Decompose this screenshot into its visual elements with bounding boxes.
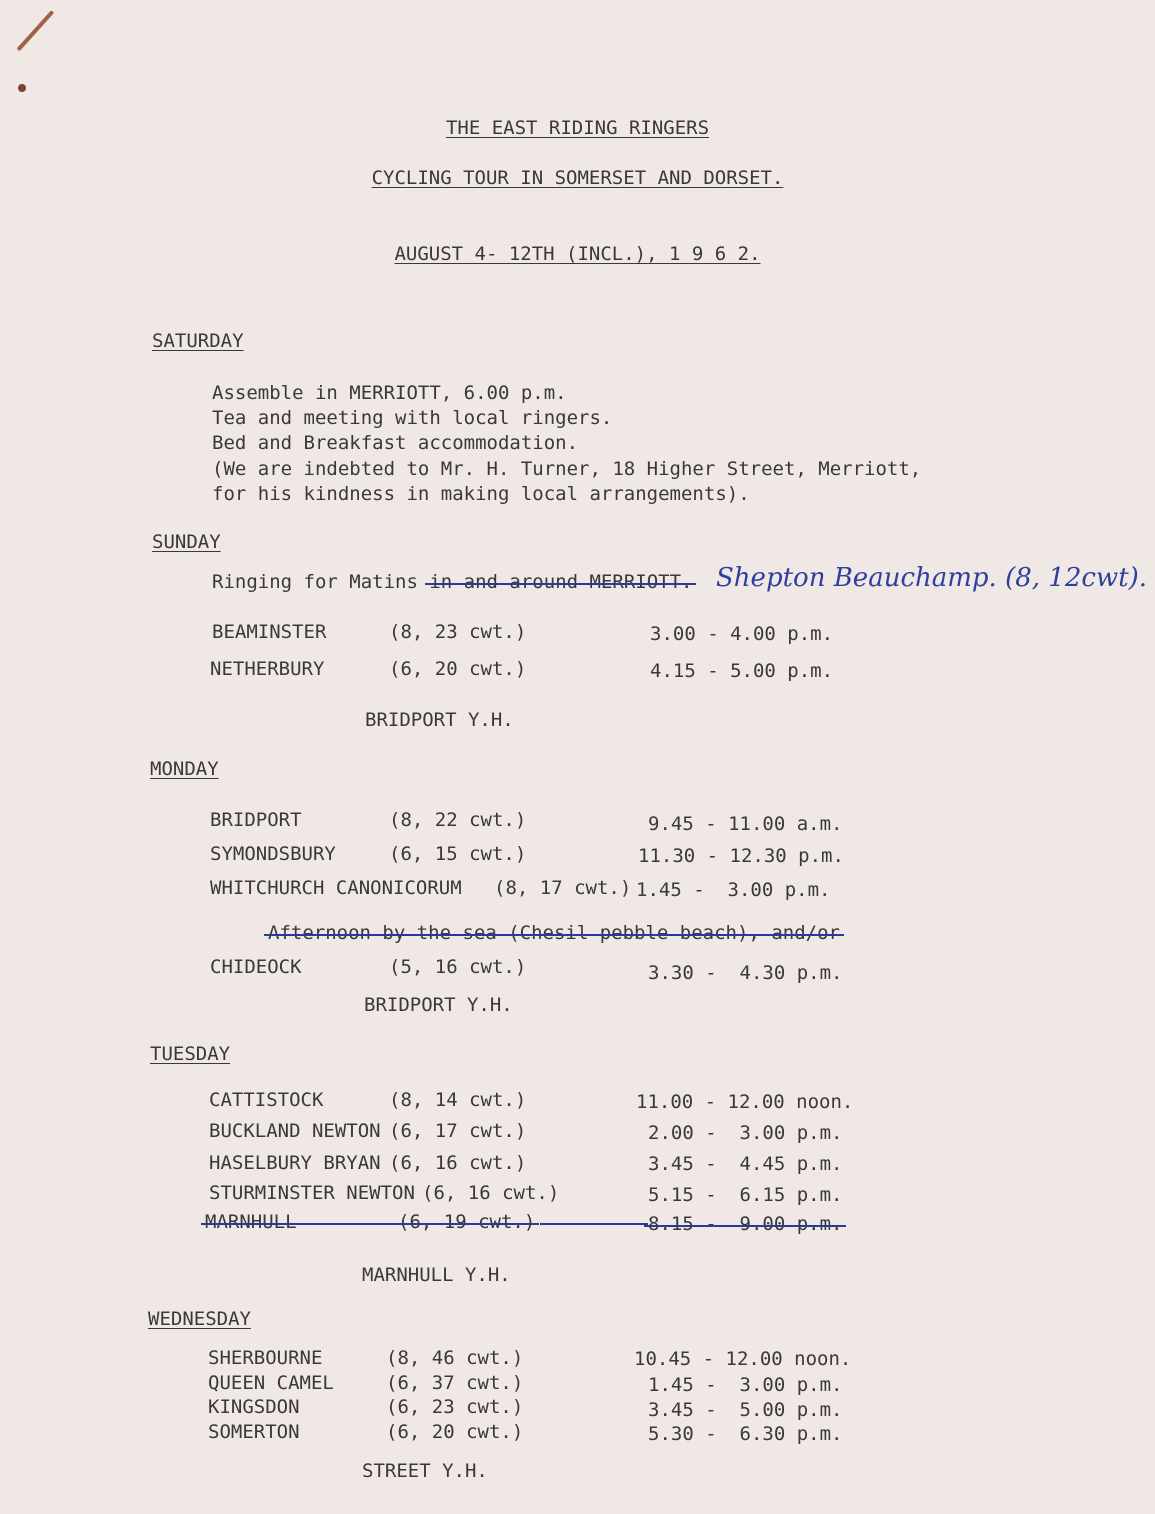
ringing-time: 3.30 - 4.30 p.m. <box>648 962 843 984</box>
bell-info: (6, 17 cwt.) <box>389 1120 527 1142</box>
hostel: MARNHULL Y.H. <box>362 1264 511 1286</box>
bell-info: (6, 37 cwt.) <box>386 1372 524 1394</box>
ringing-time: 2.00 - 3.00 p.m. <box>648 1122 843 1144</box>
saturday-line: for his kindness in making local arrangements). <box>212 483 750 505</box>
saturday-heading: SATURDAY <box>152 330 244 352</box>
place-name: SOMERTON <box>208 1421 300 1443</box>
bell-info: (8, 23 cwt.) <box>389 621 527 643</box>
sunday-heading: SUNDAY <box>152 531 221 553</box>
place-name: STURMINSTER NEWTON <box>209 1182 415 1204</box>
bell-info: (6, 23 cwt.) <box>386 1396 524 1418</box>
doc-subtitle: CYCLING TOUR IN SOMERSET AND DORSET. <box>371 167 784 189</box>
struck-text: Afternoon by the sea (Chesil pebble beach), and/or <box>268 922 840 944</box>
struck-text: (6, 19 cwt.) <box>398 1211 536 1233</box>
handwritten-annotation: Shepton Beauchamp. (8, 12cwt). <box>716 563 1148 593</box>
saturday-line: Assemble in MERRIOTT, 6.00 p.m. <box>212 382 567 404</box>
bell-info: (6, 16 cwt.) <box>422 1182 560 1204</box>
matins-struck-text: in and around MERRIOTT. <box>429 571 693 593</box>
struck-place <box>205 1211 297 1233</box>
place-name: QUEEN CAMEL <box>208 1372 334 1394</box>
tuesday-heading: TUESDAY <box>150 1043 231 1065</box>
bell-info: (8, 22 cwt.) <box>389 809 527 831</box>
place-name: BEAMINSTER <box>212 621 327 643</box>
ringing-time: 11.00 - 12.00 noon. <box>636 1091 854 1113</box>
bell-info: (8, 14 cwt.) <box>389 1089 527 1111</box>
ringing-time: 4.15 - 5.00 p.m. <box>650 660 834 682</box>
matins-prefix: Ringing for Matins <box>212 571 418 593</box>
hostel: STREET Y.H. <box>362 1460 488 1482</box>
monday-heading: MONDAY <box>150 758 219 780</box>
place-name: CHIDEOCK <box>210 956 302 978</box>
saturday-line: Bed and Breakfast accommodation. <box>212 432 579 454</box>
ringing-time: 3.45 - 5.00 p.m. <box>648 1399 843 1421</box>
struck-bell-info <box>398 1211 535 1233</box>
ringing-time: 11.30 - 12.30 p.m. <box>638 845 844 867</box>
ringing-time: 1.45 - 3.00 p.m. <box>636 879 831 901</box>
struck-text: MARNHULL <box>205 1211 297 1233</box>
strike-connector <box>300 1223 400 1225</box>
ringing-time: 5.30 - 6.30 p.m. <box>648 1423 843 1445</box>
bell-info: (6, 16 cwt.) <box>389 1152 527 1174</box>
place-name: BUCKLAND NEWTON <box>209 1120 381 1142</box>
saturday-line: (We are indebted to Mr. H. Turner, 18 Higher Street, Merriott, <box>212 458 922 480</box>
place-name: WHITCHURCH CANONICORUM <box>210 877 462 899</box>
bell-info: (5, 16 cwt.) <box>389 956 527 978</box>
place-name: KINGSDON <box>208 1396 300 1418</box>
place-name: SHERBOURNE <box>208 1347 323 1369</box>
ringing-time: 1.45 - 3.00 p.m. <box>648 1374 843 1396</box>
strike-connector <box>540 1223 648 1225</box>
bell-info: (6, 15 cwt.) <box>389 843 527 865</box>
bell-info: (8, 17 cwt.) <box>494 877 632 899</box>
place-name: NETHERBURY <box>210 658 325 680</box>
sunday-matins <box>212 571 692 593</box>
bell-info: (6, 20 cwt.) <box>386 1421 524 1443</box>
pin-mark <box>17 10 55 51</box>
doc-title: THE EAST RIDING RINGERS <box>445 117 710 139</box>
hostel: BRIDPORT Y.H. <box>365 709 514 731</box>
struck-time <box>648 1213 842 1235</box>
ringing-time: 5.15 - 6.15 p.m. <box>648 1184 843 1206</box>
place-name: HASELBURY BRYAN <box>209 1152 381 1174</box>
bell-info: (6, 20 cwt.) <box>389 658 527 680</box>
wednesday-heading: WEDNESDAY <box>148 1308 251 1330</box>
bell-info: (8, 46 cwt.) <box>386 1347 524 1369</box>
struck-text: 8.15 - 9.00 p.m. <box>648 1213 843 1235</box>
struck-line <box>268 922 840 944</box>
place-name: BRIDPORT <box>210 809 302 831</box>
ringing-time: 10.45 - 12.00 noon. <box>634 1348 852 1370</box>
ringing-time: 3.00 - 4.00 p.m. <box>650 623 834 645</box>
place-name: CATTISTOCK <box>209 1089 324 1111</box>
doc-dates: AUGUST 4- 12TH (INCL.), 1 9 6 2. <box>394 243 761 265</box>
ringing-time: 3.45 - 4.45 p.m. <box>648 1153 843 1175</box>
pin-head <box>18 84 26 92</box>
saturday-line: Tea and meeting with local ringers. <box>212 407 613 429</box>
hostel: BRIDPORT Y.H. <box>364 994 513 1016</box>
ringing-time: 9.45 - 11.00 a.m. <box>648 813 843 835</box>
place-name: SYMONDSBURY <box>210 843 336 865</box>
